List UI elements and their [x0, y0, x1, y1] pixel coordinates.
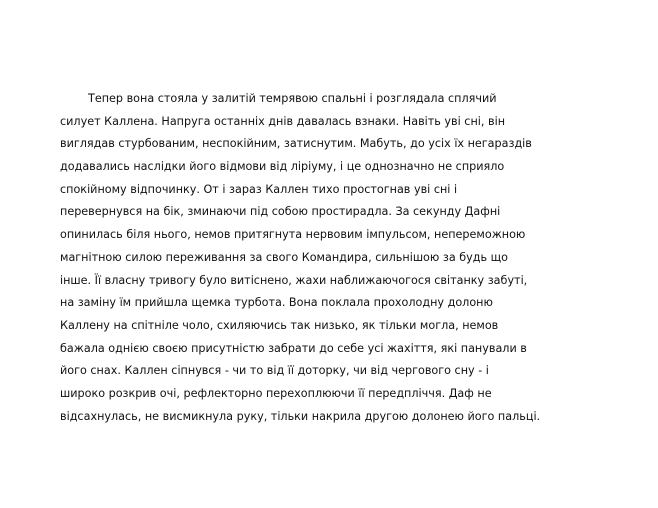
- paragraph-line: широко розкрив очі, рефлекторно перехоплюючи її передпліччя. Даф не: [60, 386, 492, 400]
- paragraph-line: спокійному відпочинку. От і зараз Каллен тихо простогнав уві сні і: [60, 182, 458, 196]
- paragraph-line: силует Каллена. Напруга останніх днів давалась взнаки. Навіть уві сні, він: [60, 114, 506, 128]
- paragraph-line: бажала однією своєю присутністю забрати до себе усі жахіття, які панували в: [60, 341, 527, 355]
- paragraph-line: на заміну їм прийшла щемка турбота. Вона поклала прохолодну долоню: [60, 296, 493, 310]
- paragraph-line: магнітною силою переживання за свого Командира, сильнішою за будь що: [60, 250, 509, 264]
- paragraph-line: Каллену на спітніле чоло, схиляючись так низько, як тільки могла, немов: [60, 318, 499, 332]
- paragraph-line: відсахнулась, не висмикнула руку, тільки накрила другою долонею його пальці.: [60, 409, 541, 423]
- paragraph-line: виглядав стурбованим, неспокійним, затиснутим. Мабуть, до усіх їх негараздів: [60, 137, 532, 151]
- paragraph-line: його снах. Каллен сіпнувся - чи то від її доторку, чи від чергового сну - і: [60, 364, 489, 378]
- paragraph-line: додавались наслідки його відмови від ліріуму, і це однозначно не сприяло: [60, 160, 505, 174]
- paragraph-line: перевернувся на бік, зминаючи під собою простирадла. За секунду Дафні: [60, 205, 501, 219]
- paragraph-line: Тепер вона стояла у залитій темрявою спальні і розглядала сплячий: [88, 92, 497, 105]
- paragraph: [60, 88, 658, 428]
- paragraph-line: інше. Її власну тривогу було витіснено, жахи наближаючогося світанку забуті,: [60, 273, 528, 287]
- paragraph-line: опинилась біля нього, немов притягнута нервовим імпульсом, непереможною: [60, 228, 526, 242]
